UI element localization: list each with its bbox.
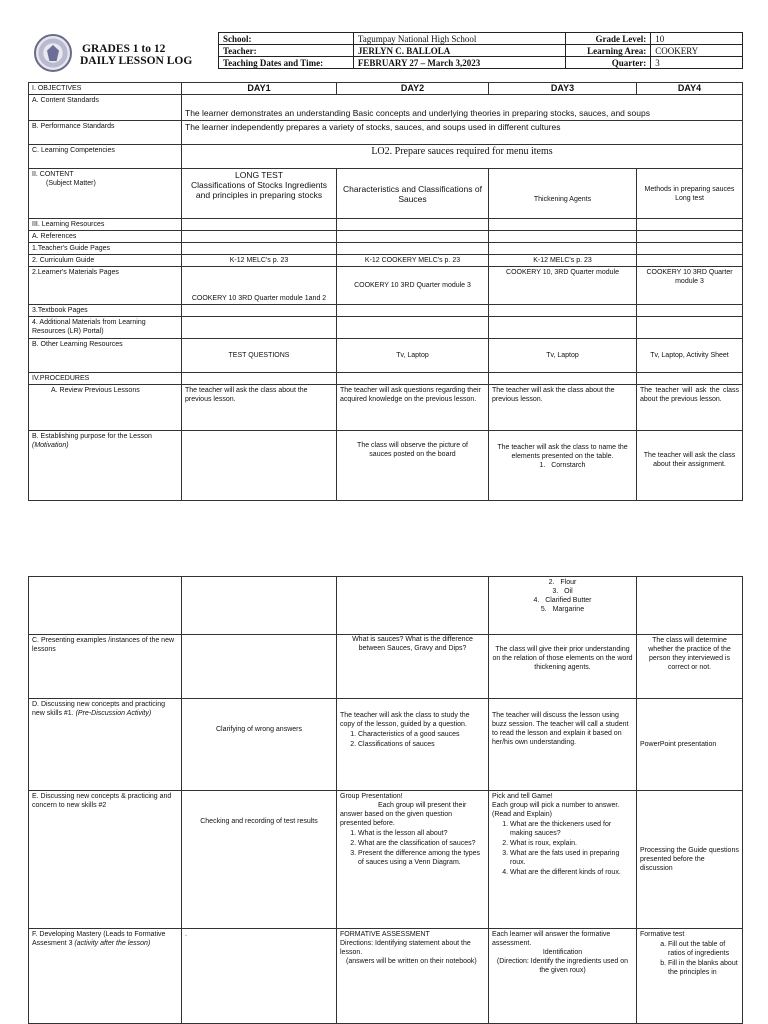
- review-day4: The teacher will ask the class about the previous lesson.: [637, 385, 743, 431]
- mastery-label-italic: (activity after the lesson): [74, 940, 151, 947]
- purpose-day2: The class will observe the picture of sauces posted on the board: [337, 431, 489, 501]
- discuss2-day2-title: Group Presentation!: [340, 793, 403, 800]
- learners-materials-day4: COOKERY 10 3RD Quarter module 3: [637, 267, 743, 305]
- mastery-day2: [337, 929, 489, 1024]
- discuss1-day2: [337, 699, 489, 791]
- purpose-label-italic: (Motivation): [32, 442, 69, 449]
- day1-header: DAY1: [182, 83, 337, 95]
- purpose-day3-continued: [489, 577, 637, 635]
- discuss1-day2-text: The teacher will ask the class to study the copy of the lesson, guided by a question.: [340, 712, 470, 728]
- discuss2-day3-item-3: 3. What are the fats used in preparing roux.: [510, 849, 633, 867]
- content-standards-label: A. Content Standards: [29, 95, 182, 121]
- purpose-day3: [489, 431, 637, 501]
- day3-header: DAY3: [489, 83, 637, 95]
- grade-value: 10: [651, 33, 743, 45]
- deped-seal-logo: [34, 34, 72, 72]
- mastery-label: [29, 929, 182, 1024]
- mastery-day2-text: Directions: Identifying statement about the lesson.: [340, 940, 471, 956]
- discuss1-day3: The teacher will discuss the lesson using buzz session. The teacher will call a student to read the lesson and explain it based on her/his own understanding.: [489, 699, 637, 791]
- other-resources-day1: TEST QUESTIONS: [182, 339, 337, 373]
- teacher-label: Teacher:: [219, 45, 354, 57]
- mastery-day4-item-b: b. Fill in the blanks about the principles in: [668, 959, 739, 977]
- mastery-day4: [637, 929, 743, 1024]
- purpose-label-text: B. Establishing purpose for the Lesson: [32, 433, 152, 440]
- discuss1-day2-item-1: 1. Characteristics of a good sauces: [358, 730, 485, 739]
- school-value: Tagumpay National High School: [353, 33, 566, 45]
- day4-header: DAY4: [637, 83, 743, 95]
- other-resources-label: B. Other Learning Resources: [29, 339, 182, 373]
- learners-materials-label: 2.Learner's Materials Pages: [29, 267, 182, 305]
- objectives-label: I. OBJECTIVES: [29, 83, 182, 95]
- curriculum-guide-label: 2. Curriculum Guide: [29, 255, 182, 267]
- title-line-2: DAILY LESSON LOG: [80, 55, 193, 67]
- grade-label: Grade Level:: [566, 33, 651, 45]
- review-day3: The teacher will ask the class about the previous lesson.: [489, 385, 637, 431]
- lesson-log-table-page-1: [28, 82, 743, 501]
- dates-value: FEBRUARY 27 – March 3,2023: [353, 57, 566, 69]
- discuss2-day3-item-1: 1. What are the thickeners used for making sauces?: [510, 820, 633, 838]
- discuss1-day1: Clarifying of wrong answers: [182, 699, 337, 791]
- cont-item-4: 4. Clarified Butter: [533, 597, 592, 604]
- mastery-label-text: F. Developing Mastery (Leads to Formative Assesment 3: [32, 931, 166, 947]
- discuss2-day4: Processing the Guide questions presented before the discussion: [637, 791, 743, 929]
- content-heading: II. CONTENT: [32, 171, 74, 178]
- discuss2-day3-item-2: 2. What is roux, explain.: [510, 839, 633, 848]
- resources-label: III. Learning Resources: [29, 219, 182, 231]
- discuss2-day1: Checking and recording of test results: [182, 791, 337, 929]
- mastery-day2-note: (answers will be written on their notebook): [346, 958, 477, 965]
- textbook-pages-label: 3.Textbook Pages: [29, 305, 182, 317]
- teacher-value: JERLYN C. BALLOLA: [353, 45, 566, 57]
- purpose-label: [29, 431, 182, 501]
- mastery-day3-text: Each learner will answer the formative assessment.: [492, 931, 611, 947]
- purpose-day3-item-1: 1. Cornstarch: [539, 462, 586, 469]
- learners-materials-day1: COOKERY 10 3RD Quarter module 1and 2: [182, 267, 337, 305]
- review-day1: The teacher will ask the class about the previous lesson.: [182, 385, 337, 431]
- mastery-day4-item-a: a. Fill out the table of ratios of ingredients: [668, 940, 739, 958]
- purpose-day4: The teacher will ask the class about their assignment.: [637, 431, 743, 501]
- content-standards-text: The learner demonstrates an understanding Basic concepts and underlying theories in preparing stocks, sauces, and soups: [182, 95, 743, 121]
- content-day3: Thickening Agents: [489, 169, 637, 219]
- curriculum-day1: K-12 MELC's p. 23: [182, 255, 337, 267]
- discuss2-label: E. Discussing new concepts & practicing and concern to new skills #2: [29, 791, 182, 929]
- cont-item-5: 5. Margarine: [540, 606, 585, 613]
- quarter-value: 3: [651, 57, 743, 69]
- competencies-label: C. Learning Competencies: [29, 145, 182, 169]
- quarter-label: Quarter:: [566, 57, 651, 69]
- cont-item-3: 3. Oil: [552, 588, 573, 595]
- mastery-day3: [489, 929, 637, 1024]
- discuss1-label-text: D. Discussing new concepts and practicing new skills #1.: [32, 701, 166, 717]
- title-line-1: GRADES 1 to 12: [82, 43, 166, 55]
- review-label: A. Review Previous Lessons: [29, 385, 182, 431]
- presenting-label: C. Presenting examples /instances of the new lessons: [29, 635, 182, 699]
- discuss1-day2-item-2: 2. Classifications of sauces: [358, 740, 485, 749]
- curriculum-day3: K-12 MELC's p. 23: [489, 255, 637, 267]
- presenting-day3: The class will give their prior understanding on the relation of those elements on the word thickening agents.: [489, 635, 637, 699]
- other-resources-day4: Tv, Laptop, Activity Sheet: [637, 339, 743, 373]
- discuss2-day2: [337, 791, 489, 929]
- mastery-day1: .: [182, 929, 337, 1024]
- references-label: A. References: [29, 231, 182, 243]
- purpose-day3-text: The teacher will ask the class to name the elements presented on the table.: [497, 444, 628, 460]
- presenting-day2: What is sauces? What is the difference between Sauces, Gravy and Dips?: [337, 635, 489, 699]
- mastery-day2-title: FORMATIVE ASSESSMENT: [340, 931, 430, 938]
- info-table: [218, 32, 743, 69]
- procedures-label: IV.PROCEDURES: [29, 373, 182, 385]
- teachers-guide-label: 1.Teacher's Guide Pages: [29, 243, 182, 255]
- area-label: Learning Area:: [566, 45, 651, 57]
- learners-materials-day2: COOKERY 10 3RD Quarter module 3: [337, 267, 489, 305]
- other-resources-day2: Tv, Laptop: [337, 339, 489, 373]
- content-day1-text: Classifications of Stocks Ingredients and principles in preparing stocks: [190, 180, 328, 200]
- discuss2-day3-item-4: 4. What are the different kinds of roux.: [510, 868, 633, 877]
- content-day4: Methods in preparing sauces Long test: [637, 169, 743, 219]
- mastery-day3-direction: (Direction: Identify the ingredients used on the given roux): [496, 958, 629, 974]
- competencies-text: LO2. Prepare sauces required for menu items: [182, 145, 743, 169]
- discuss1-label-italic: (Pre-Discussion Activity): [75, 710, 152, 717]
- discuss2-day3-title: Pick and tell Game!: [492, 793, 553, 800]
- discuss1-day4: PowerPoint presentation: [637, 699, 743, 791]
- document-title: [80, 43, 192, 67]
- school-label: School:: [219, 33, 354, 45]
- discuss2-day3-text: Each group will pick a number to answer. (Read and Explain): [492, 802, 620, 818]
- discuss2-day2-text: Each group will present their answer based on the given question presented before.: [340, 802, 467, 827]
- area-value: COOKERY: [651, 45, 743, 57]
- mastery-day4-title: Formative test: [640, 931, 685, 938]
- additional-materials-label: 4. Additional Materials from Learning Resources (LR) Portal): [29, 317, 182, 339]
- content-subheading: (Subject Matter): [46, 180, 96, 187]
- day2-header: DAY2: [337, 83, 489, 95]
- performance-standards-text: The learner independently prepares a variety of stocks, sauces, and soups used in different cultures: [182, 121, 743, 145]
- discuss1-label: [29, 699, 182, 791]
- review-day2: The teacher will ask questions regarding their acquired knowledge on the previous lesson.: [337, 385, 489, 431]
- other-resources-day3: Tv, Laptop: [489, 339, 637, 373]
- discuss2-day2-item-3: 3. Present the difference among the types of sauces using a Venn Diagram.: [358, 849, 485, 867]
- content-label: [29, 169, 182, 219]
- content-day1: [182, 169, 337, 219]
- content-day1-title: LONG TEST: [234, 170, 284, 180]
- curriculum-day2: K-12 COOKERY MELC's p. 23: [337, 255, 489, 267]
- performance-standards-label: B. Performance Standards: [29, 121, 182, 145]
- lesson-log-table-page-2: [28, 576, 743, 1024]
- cont-item-2: 2. Flour: [548, 579, 577, 586]
- discuss2-day3: [489, 791, 637, 929]
- content-day2: Characteristics and Classifications of Sauces: [337, 169, 489, 219]
- discuss2-day2-item-1: 1. What is the lesson all about?: [358, 829, 485, 838]
- discuss2-day2-item-2: 2. What are the classification of sauces?: [358, 839, 485, 848]
- learners-materials-day3: COOKERY 10, 3RD Quarter module: [489, 267, 637, 305]
- presenting-day4: The class will determine whether the practice of the person they interviewed is correct or not.: [637, 635, 743, 699]
- dates-label: Teaching Dates and Time:: [219, 57, 354, 69]
- mastery-day3-title: Identification: [542, 949, 583, 956]
